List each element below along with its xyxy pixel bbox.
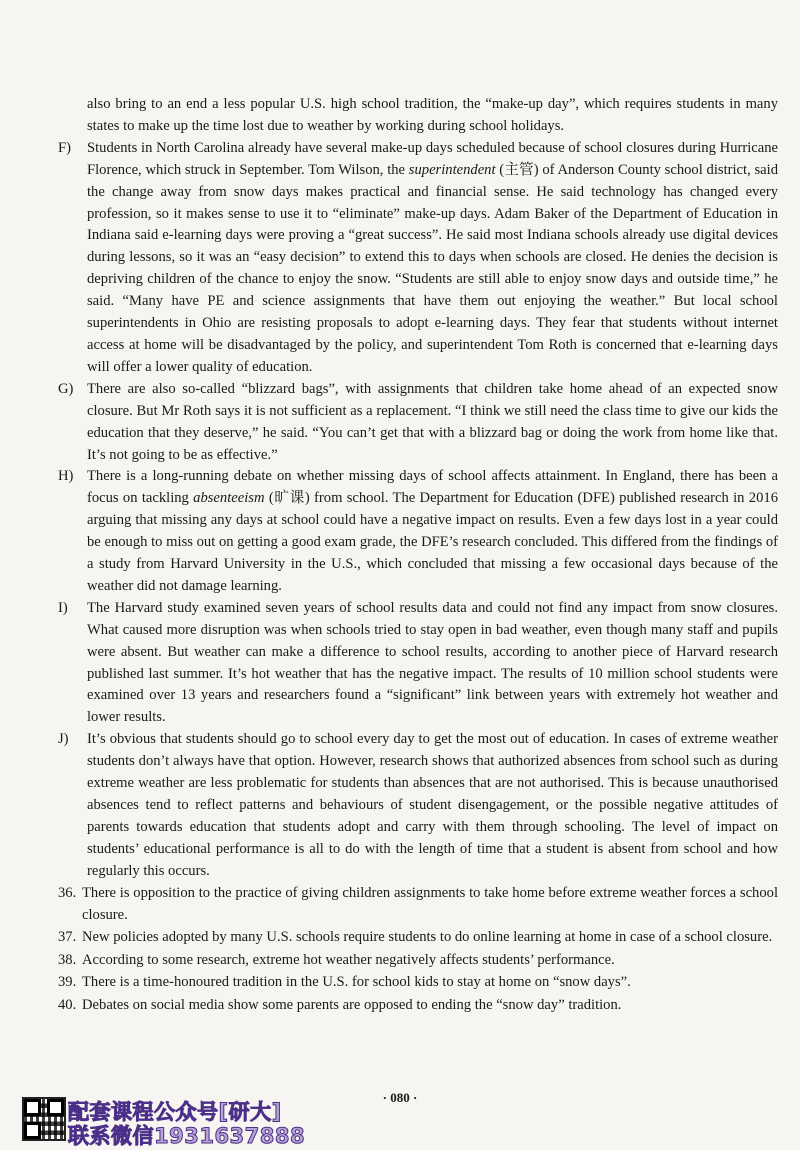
qr-finder: [24, 1122, 41, 1139]
paragraph-f: [58, 138, 778, 379]
question-number: 39.: [58, 974, 77, 991]
text-part: There is a long-running debate on whether missing days of school affects attainment. In England, there has been a focus on tackling: [87, 468, 778, 507]
paragraph-label: H): [58, 468, 74, 485]
paragraph-label: J): [58, 731, 69, 748]
term-gloss: (旷课): [264, 490, 315, 507]
text-part: Students in North Carolina already have several make-up days scheduled because of school closures during Hurricane Florence, which struck in September. Tom Wilson, the: [87, 139, 778, 178]
paragraph-text: The Harvard study examined seven years of school results data and could not find any impact from snow closures. What caused more disruption was when schools tried to stay open in bad weather, even though many staff and pupils were absent. But weather can make a difference to school results, according to another piece of Harvard research published last summer. It’s hot weather that has the negative impact. The results of 10 million school students were examined over 13 years and researchers found a “significant” link between years with extremely hot weather and lower results.: [87, 599, 778, 726]
paragraph-text: [87, 138, 778, 379]
qr-code-icon: [22, 1097, 66, 1141]
question-40: [58, 995, 778, 1017]
watermark-line-2: 联系微信1931637888: [68, 1124, 306, 1148]
paragraph-h: [58, 466, 778, 597]
text-part: of Anderson County school district, said the change away from snow days makes practical and financial sense. He said technology has changed every profession, so it makes sense to use it to “eliminate” make-up days. Adam Baker of the Department of Education in Indiana said e-learning days were proving a “great success”. He said most Indiana schools already use digital devices during lessons, so it was an “easy decision” to extend this to days when schools are closed. He denies the decision is depriving children of the chance to enjoy the snow. “Students are still able to enjoy snow days and outside time,” he said. “Many have PE and science assignments that have them out enjoying the weather.” But local school superintendents in Ohio are resisting proposals to adopt e-learning days. They fear that students without internet access at home will be disadvantaged by the policy, and superintendent Tom Roth is concerned that e-learning days will offer a lower quality of education.: [87, 161, 778, 375]
paragraph-text: [87, 466, 778, 597]
paragraph-text: There are also so-called “blizzard bags”, with assignments that children take home ahead of an expected snow closure. But Mr Roth says it is not sufficient as a replacement. “I think we still need the class time to give our kids the education that they deserve,” he said. “You can’t get that with a blizzard bag or doing the work from home like that. It’s not going to be as effective.”: [87, 380, 778, 463]
passage-content: [58, 94, 778, 1017]
question-text: According to some research, extreme hot weather negatively affects students’ performance.: [82, 951, 615, 968]
opening-continuation: also bring to an end a less popular U.S. high school tradition, the “make-up day”, which requires students in many states to make up the time lost due to weather by working during school holidays.: [87, 96, 778, 134]
paragraph-j: [58, 729, 778, 882]
question-38: [58, 950, 778, 972]
glossed-term: superintendent: [408, 161, 496, 178]
question-number: 36.: [58, 885, 77, 902]
question-number: 40.: [58, 996, 77, 1013]
paragraph-i: [58, 598, 778, 729]
question-39: [58, 972, 778, 994]
question-text: Debates on social media show some parents are opposed to ending the “snow day” tradition.: [82, 996, 622, 1013]
question-text: There is opposition to the practice of giving children assignments to take home before extreme weather forces a school closure.: [82, 885, 778, 924]
question-number: 37.: [58, 929, 77, 946]
question-text: There is a time-honoured tradition in the U.S. for school kids to stay at home on “snow days”.: [82, 974, 631, 991]
paragraph-label: G): [58, 380, 74, 397]
page-number: · 080 ·: [382, 1090, 418, 1105]
paragraph-text: It’s obvious that students should go to school every day to get the most out of education. In cases of extreme weather students don’t always have that option. However, research shows that authorized absences from school such as during extreme weather are less problematic for students than absences that are not authorised. This is because unauthorised absences tend to reflect patterns and behaviours of student disengagement, or the possible negative attitudes of parents towards education that students adopt and carry with them through schooling. The level of impact on students’ educational performance is all to do with the length of time that a student is absent from school and how regularly this occurs.: [87, 731, 778, 879]
qr-finder: [24, 1099, 41, 1116]
term-gloss: (主管): [495, 161, 543, 178]
watermark-line-1: 配套课程公众号[研大]: [68, 1100, 282, 1124]
text-part: from school. The Department for Education (DFE) published research in 2016 arguing that missing any days at school could have a negative impact on results. Even a few days lost in a year could be enough to miss out on getting a good exam grade, the DFE’s research concluded. This differed from the findings of a study from Harvard University in the U.S., which concluded that missing a few occasional days because of the weather did not damage learning.: [87, 490, 778, 594]
question-37: [58, 927, 778, 949]
qr-finder: [47, 1099, 64, 1116]
paragraph-g: [58, 379, 778, 467]
question-text: New policies adopted by many U.S. schools require students to do online learning at home in case of a school closure.: [82, 929, 773, 946]
paragraph-label: I): [58, 599, 68, 616]
glossed-term: absenteeism: [193, 490, 265, 507]
paragraph-label: F): [58, 139, 71, 156]
question-36: [58, 883, 778, 927]
question-number: 38.: [58, 951, 77, 968]
